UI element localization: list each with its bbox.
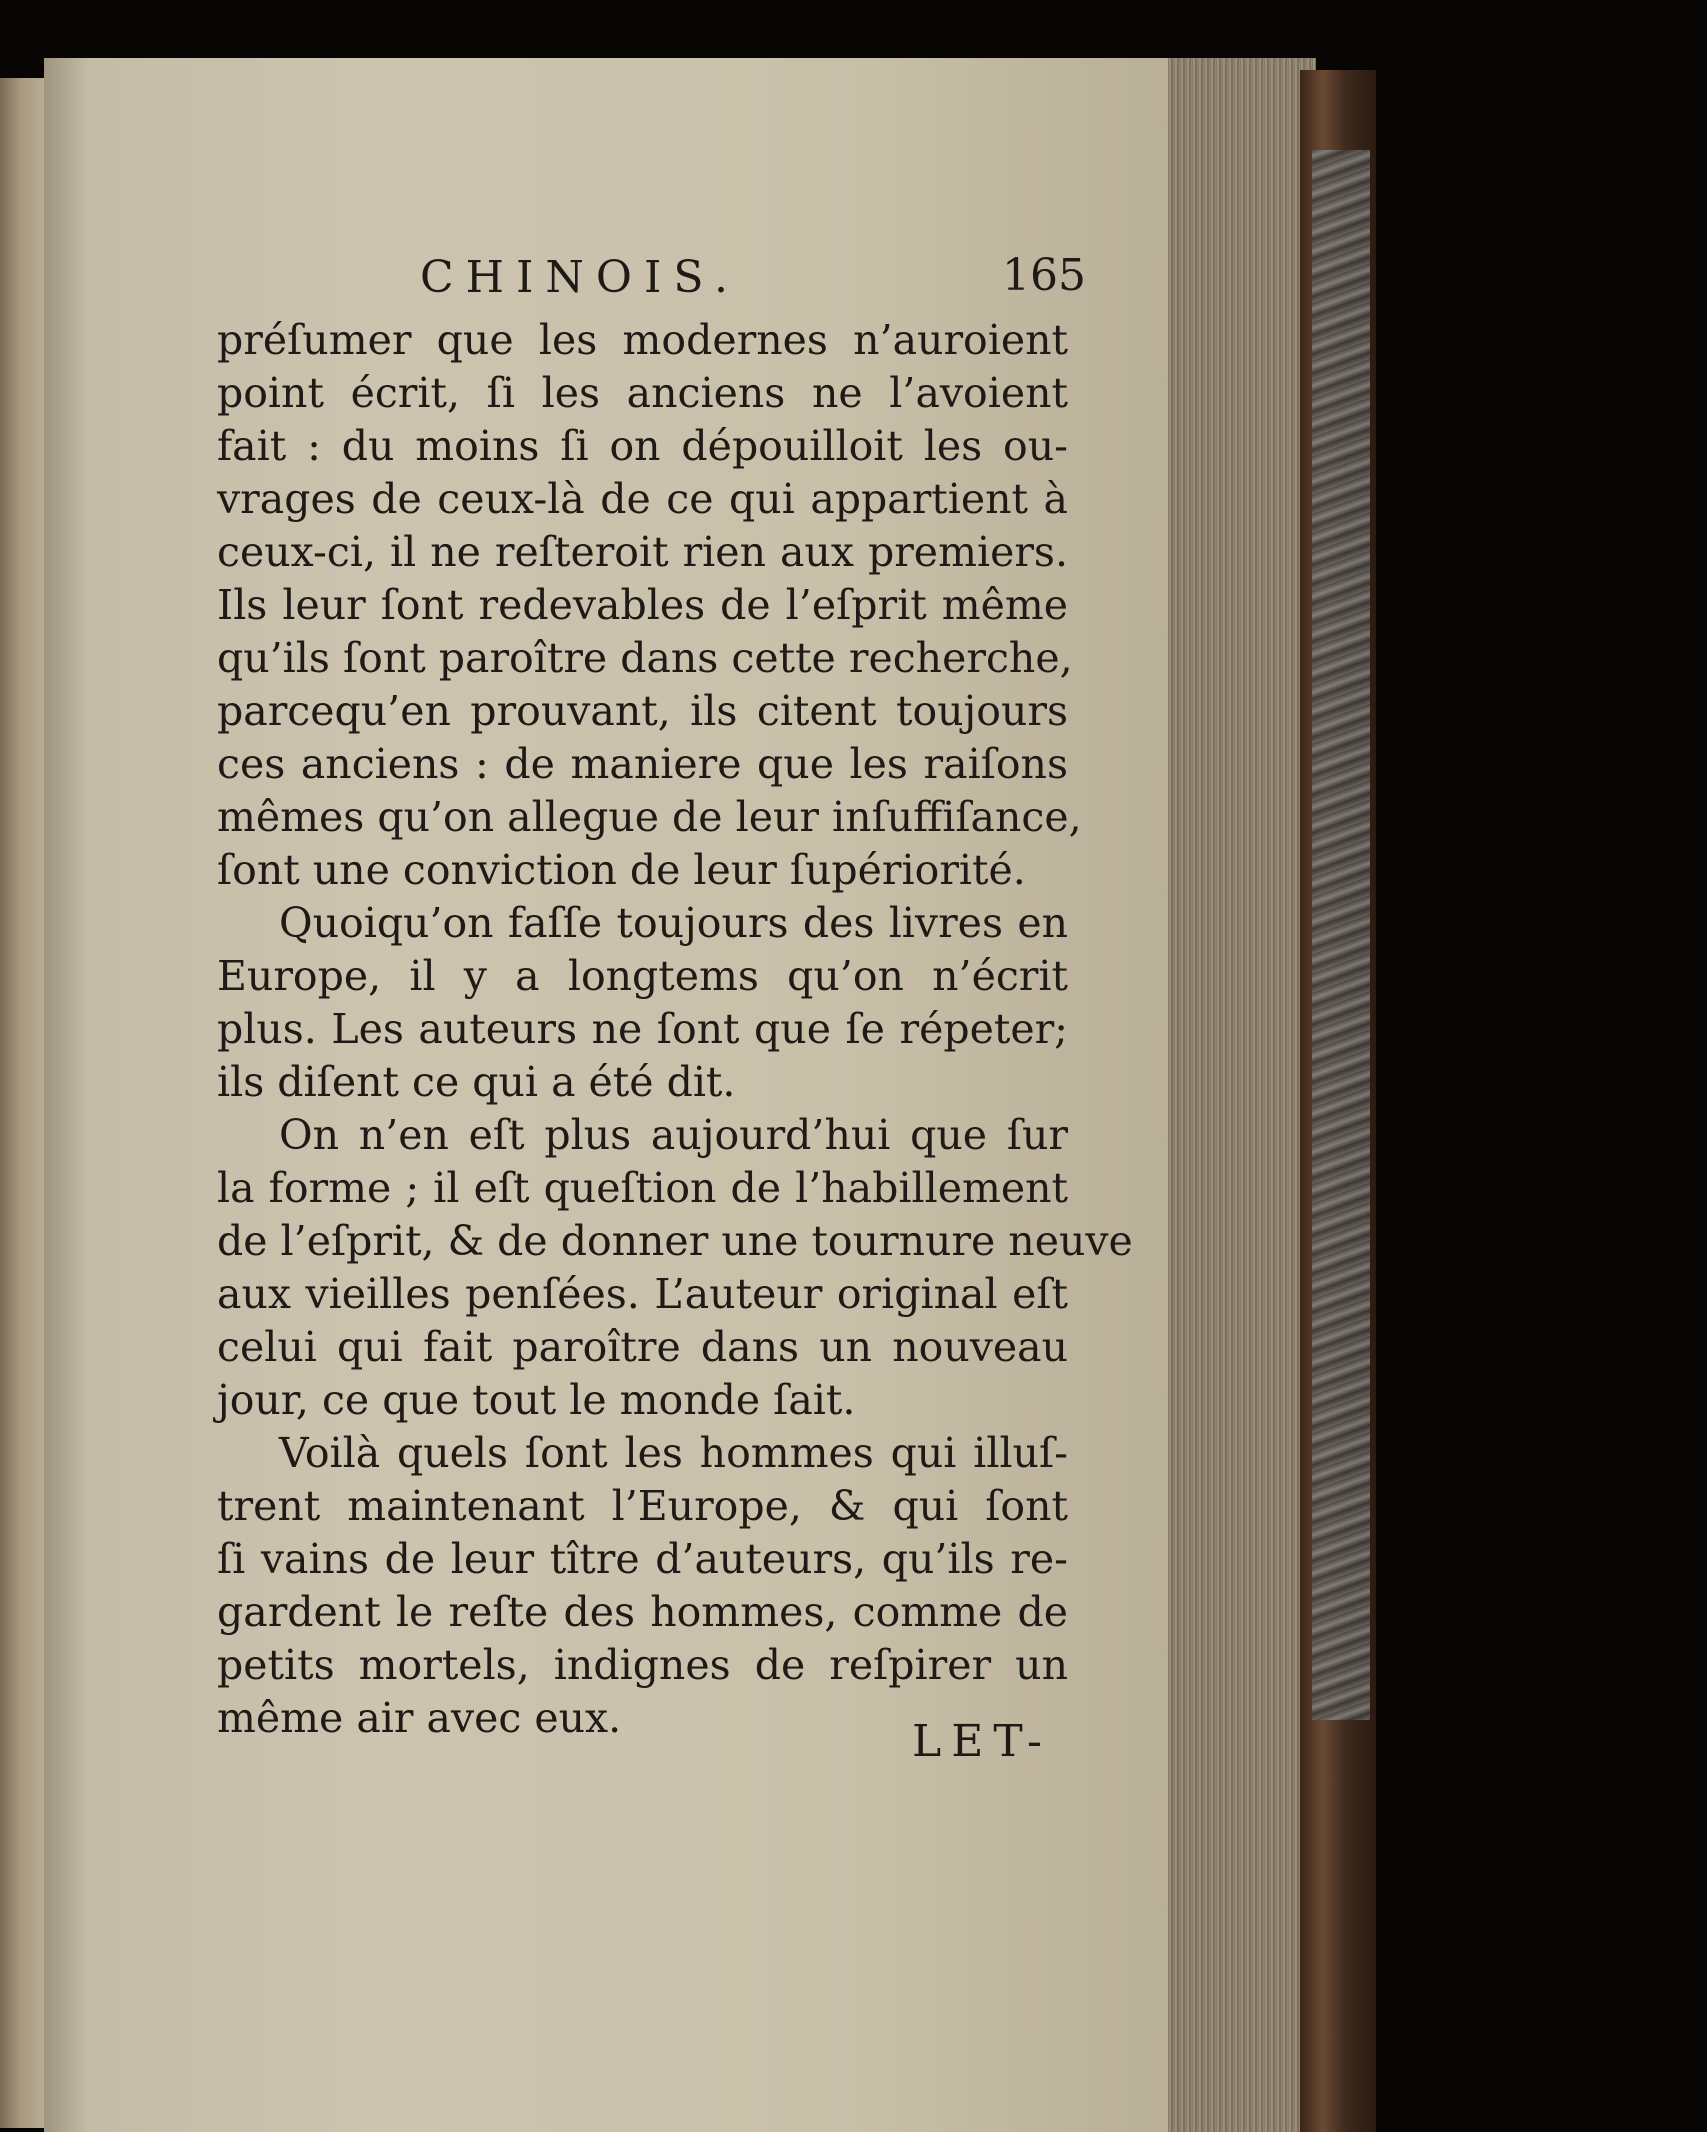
text-line: ils diſent ce qui a été dit. [217,1058,736,1106]
text-line: fait : du moins ſi on dépouilloit les ou- [217,422,1068,470]
text-line: même air avec eux. [217,1694,622,1742]
text-line: On n’en eſt plus aujourd’hui que ſur [279,1111,1068,1159]
text-line: préſumer que les modernes n’auroient [217,316,1068,364]
paragraph-1 [217,314,1082,897]
paragraph-2 [217,897,1068,1109]
page-block-edges [1168,58,1316,2132]
text-line: de l’eſprit, & de donner une tournure neuve [217,1217,1133,1265]
running-head: CHINOIS. [420,252,740,303]
text-line: parcequ’en prouvant, ils citent toujours [217,687,1068,735]
text-line: ſont une conviction de leur ſupériorité. [217,846,1026,894]
text-line: plus. Les auteurs ne ſont que ſe répeter; [217,1005,1068,1053]
text-line: petits mortels, indignes de reſpirer un [217,1641,1068,1689]
text-line: gardent le reſte des hommes, comme de [217,1588,1068,1636]
catchword: LET- [912,1716,1052,1767]
text-line: aux vieilles penſées. L’auteur original eſt [217,1270,1068,1318]
marbled-cover-board [1312,150,1370,1720]
text-line: trent maintenant l’Europe, & qui ſont [217,1482,1068,1530]
text-line: vrages de ceux-là de ce qui appartient à [217,475,1068,523]
text-line: ces anciens : de maniere que les raiſons [217,740,1068,788]
text-line: mêmes qu’on allegue de leur inſuffiſance, [217,793,1082,841]
text-line: point écrit, ſi les anciens ne l’avoient [217,369,1068,417]
text-line: Quoiqu’on faſſe toujours des livres en [279,899,1068,947]
page-number: 165 [1002,250,1086,301]
text-line: ceux-ci, il ne reſteroit rien aux premiers. [217,528,1068,576]
text-line: la forme ; il eſt queſtion de l’habillement [217,1164,1068,1212]
text-line: Europe, il y a longtems qu’on n’écrit [217,952,1068,1000]
paragraph-4 [217,1427,1068,1745]
text-line: jour, ce que tout le monde ſait. [217,1376,856,1424]
text-line: ſi vains de leur tître d’auteurs, qu’ils re- [217,1535,1068,1583]
paragraph-3 [217,1109,1133,1427]
text-line: celui qui fait paroître dans un nouveau [217,1323,1068,1371]
text-line: qu’ils ſont paroître dans cette recherche, [217,634,1073,682]
text-line: Voilà quels ſont les hommes qui illuſ- [279,1429,1068,1477]
text-line: Ils leur ſont redevables de l’eſprit même [217,581,1068,629]
body-text [217,314,1133,1745]
